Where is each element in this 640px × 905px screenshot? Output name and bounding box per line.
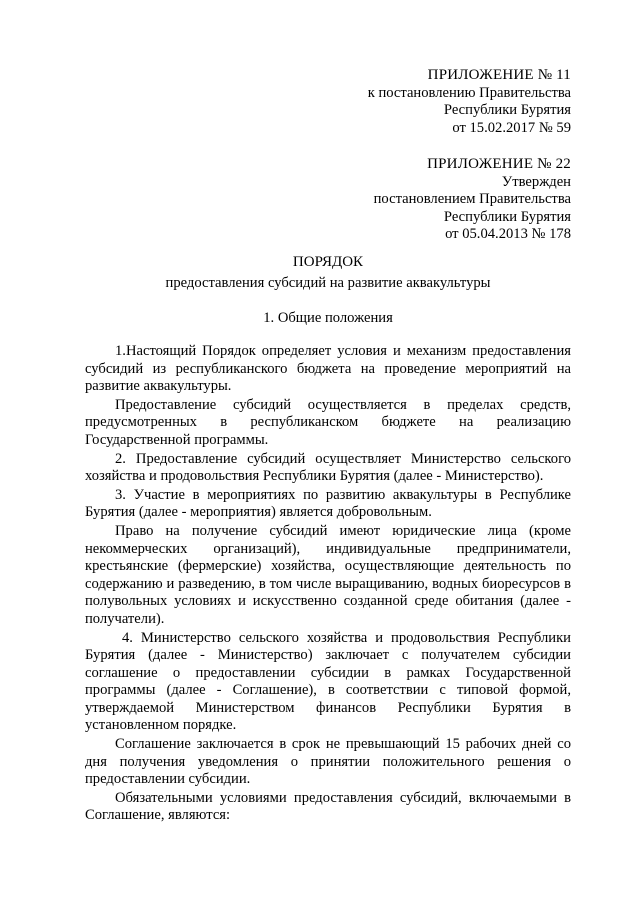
paragraph: Предоставление субсидий осуществляется в пределах средств, предусмотренных в республиканском бюджете на реализацию Государственной программы.: [85, 396, 571, 448]
appendix-22-line: от 05.04.2013 № 178: [445, 226, 571, 243]
appendix-22-line: постановлением Правительства: [373, 191, 571, 208]
appendix-11-line: Республики Бурятия: [443, 102, 571, 119]
appendix-22-line: Утвержден: [501, 173, 571, 190]
appendix-11-title: ПРИЛОЖЕНИЕ № 11: [427, 67, 571, 83]
section-heading: 1. Общие положения: [263, 310, 393, 326]
appendix-22-header: [374, 156, 571, 244]
document-body: [85, 343, 571, 826]
paragraph: 2. Предоставление субсидий осуществляет Министерство сельского хозяйства и продовольствия Республики Бурятия (далее - Министерство).: [85, 450, 571, 485]
paragraph: Право на получение субсидий имеют юридические лица (кроме некоммерческих организаций), индивидуальные предприниматели, крестьянские (фермерские) хозяйства, осуществляющие деятельность по содержанию и разведению, в том числе выращиванию, водных биоресурсов в полувольных условиях и искусственно созданной среде обитания (далее - получатели).: [85, 522, 571, 627]
appendix-22-title: ПРИЛОЖЕНИЕ № 22: [427, 156, 571, 172]
paragraph: Соглашение заключается в срок не превышающий 15 рабочих дней со дня получения уведомления о принятии положительного решения о предоставлении субсидии.: [85, 736, 571, 788]
appendix-11-line: к постановлению Правительства: [367, 84, 571, 101]
document-title: ПОРЯДОК: [292, 254, 364, 270]
appendix-11-line: от 15.02.2017 № 59: [452, 119, 571, 136]
document-subtitle: предоставления субсидий на развитие аквакультуры: [165, 275, 491, 291]
paragraph: 1.Настоящий Порядок определяет условия и механизм предоставления субсидий из республиканского бюджета на проведение мероприятий на развитие аквакультуры.: [85, 343, 571, 395]
paragraph: 4. Министерство сельского хозяйства и продовольствия Республики Бурятия (далее - Министерство) заключает с получателем субсидии соглашение о предоставлении субсидии в рамках Государственной программы (далее - Соглашение), в соответствии с типовой формой, утверждаемой Министерством финансов Республики Бурятия в установленном порядке.: [85, 629, 571, 734]
paragraph: Обязательными условиями предоставления субсидий, включаемыми в Соглашение, являются:: [85, 789, 571, 824]
appendix-11-header: [368, 67, 571, 137]
paragraph: 3. Участие в мероприятиях по развитию аквакультуры в Республике Бурятия (далее - мероприятия) является добровольным.: [85, 486, 571, 521]
appendix-22-line: Республики Бурятия: [443, 208, 571, 225]
